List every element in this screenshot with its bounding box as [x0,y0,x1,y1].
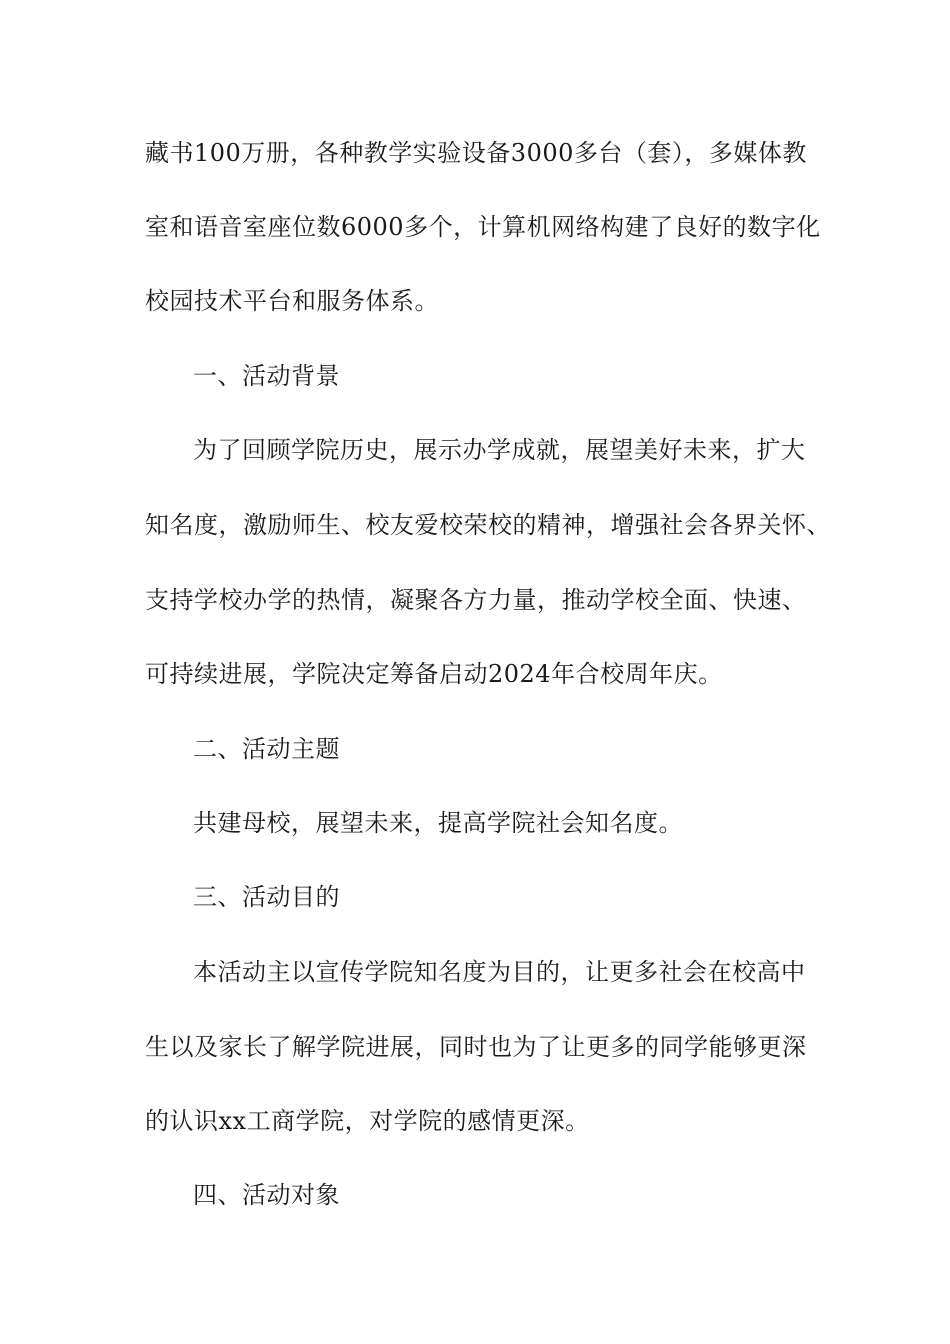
section-heading-background: 一、活动背景 [193,362,340,390]
section-heading-audience: 四、活动对象 [193,1181,340,1209]
body-text-line: 为了回顾学院历史，展示办学成就，展望美好未来，扩大 [193,436,806,464]
body-text-line: 共建母校，展望未来，提高学院社会知名度。 [193,809,683,837]
body-text-line: 支持学校办学的热情，凝聚各方力量，推动学校全面、快速、 [145,586,807,614]
body-text-line: 的认识xx工商学院，对学院的感情更深。 [145,1107,590,1135]
section-heading-theme: 二、活动主题 [193,735,340,763]
body-text-line: 校园技术平台和服务体系。 [145,287,439,315]
body-text-line: 生以及家长了解学院进展，同时也为了让更多的同学能够更深 [145,1033,807,1061]
body-text-line: 藏书100万册，各种教学实验设备3000多台（套），多媒体教 [145,139,807,167]
body-text-line: 本活动主以宣传学院知名度为目的，让更多社会在校高中 [193,958,806,986]
body-text-line: 知名度，激励师生、校友爱校荣校的精神，增强社会各界关怀、 [145,511,831,539]
body-text-line: 可持续进展，学院决定筹备启动2024年合校周年庆。 [145,660,723,688]
body-text-line: 室和语音室座位数6000多个，计算机网络构建了良好的数字化 [145,213,821,241]
section-heading-purpose: 三、活动目的 [193,883,340,911]
